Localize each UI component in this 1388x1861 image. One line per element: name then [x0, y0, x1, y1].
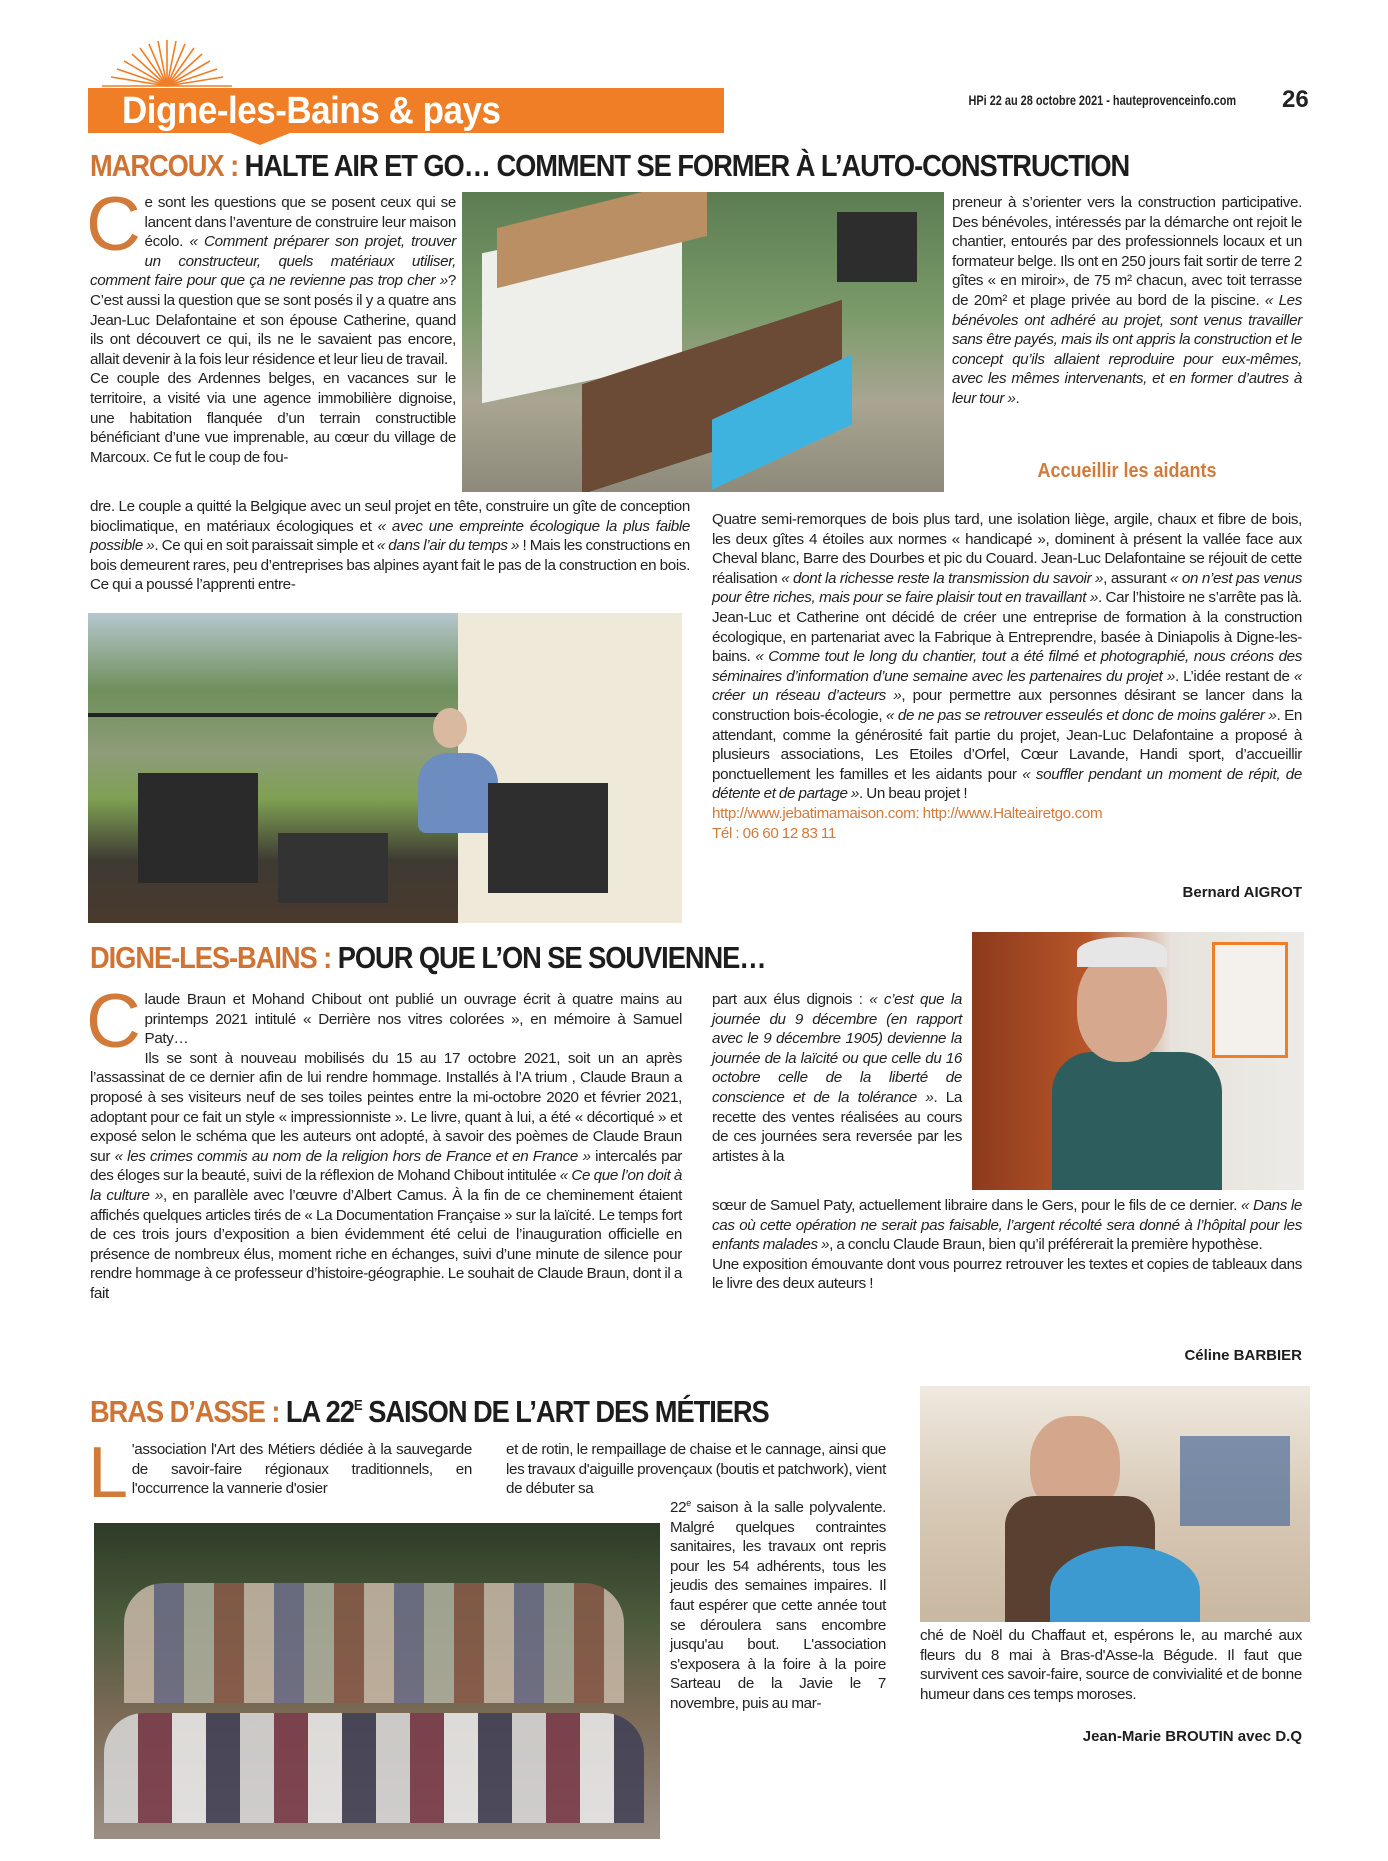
- article3-col2: [506, 1440, 886, 1499]
- text: . En attendant, comme la générosité fait partie du projet, Jean-Luc Delafontaine a proposé à plusieurs associations, Les Etoiles d’Orfel, Cœur Lavande, Handi sport, d’accueillir ponctuellement les familles et les aidants pour: [712, 706, 1302, 783]
- quote: « Les bénévoles ont adhéré au projet, sont venus travailler sans être payés, mais ils ont appris la construction et le concept qu’ils allaient reproduire pour eux-mêmes, avec les mêmes intervenants, et en former d’autres à leur tour »: [952, 291, 1303, 407]
- phone-number: Tél : 06 60 12 83 11: [712, 824, 836, 842]
- text: sœur de Samuel Paty, actuellement libraire dans le Gers, pour le fils de ce dernier.: [712, 1197, 1241, 1214]
- sup: e: [686, 1497, 691, 1508]
- article2-col-left: [86, 979, 683, 1304]
- text: ? C’est aussi la question que se sont posés il y a quatre ans Jean-Luc Delafontaine et son épouse Catherine, quand ils ont découvert ce qui, ils ne le savaient pas encore, allait devenir à la fois leur résidence et leur lieu de travail.: [90, 272, 456, 368]
- text: 22: [670, 1499, 687, 1516]
- text: part aux élus dignois :: [712, 991, 870, 1008]
- article2-col-wide: [712, 1196, 1302, 1294]
- quote: « de ne pas se retrouver esseulés et donc de moins galérer »: [886, 706, 1277, 724]
- text: . Ce qui en soit paraissait simple et: [154, 537, 377, 555]
- dropcap: L: [88, 1433, 128, 1513]
- quote: « avec une empreinte écologique la plus faible possible »: [90, 517, 690, 555]
- quote: « les crimes commis au nom de la religion hors de France et en France »: [114, 1147, 591, 1165]
- title-part: SAISON DE L’ART DES MÉTIERS: [361, 1394, 769, 1429]
- text: preneur à s’orienter vers la construction participative. Des bénévoles, intéressés par la démarche ont rejoit le chantier, entourés par des professionnels locaux et un formateur belge. Ils ont en 250 jours fait sortir de terre 2 gîtes « en miroir», de 75 m² chacun, avec toit terrasse de 20m² et plage privée au bord de la piscine.: [952, 194, 1302, 309]
- paragraph: Ce couple des Ardennes belges, en vacances sur le territoire, a visité via une agence immobilière dignoise, une habitation flanquée d’un terrain constructible bénéficiant d’une vue imprenable, au cœur du village de Marcoux. Ce fut le coup de fou-: [90, 370, 456, 466]
- section-title: Digne-les-Bains & pays: [122, 90, 501, 132]
- article3-col1: [88, 1433, 472, 1513]
- text: . L’idée restant de: [1174, 667, 1294, 685]
- article2-author: Céline BARBIER: [1184, 1347, 1302, 1364]
- quote: « Comme tout le long du chantier, tout a été filmé et photographié, nous créons des séminaires d’information d’une semaine avec les partenaires du projet »: [712, 648, 1303, 685]
- text: Ils se sont à nouveau mobilisés du 15 au 17 octobre 2021, soit un an après l’assassinat de ce dernier afin de lui rendre hommage. Installés à l’A trium , Claude Braun a proposé à ses visiteurs neuf de ses toiles peintes entre la mi-octobre 2020 et février 2021, adoptant pour ce fait un style « impressionniste ». Le livre, quant à lui, a été « décortiqué » et exposé selon le schéma que les auteurs ont adopté, à savoir des poèmes de Claude Braun sur: [90, 1049, 682, 1165]
- quote: « souffler pendant un moment de répit, de détente et de partage »: [712, 765, 1302, 803]
- sunburst-logo-icon: [92, 36, 242, 88]
- article1-author: Bernard AIGROT: [1182, 884, 1302, 901]
- text: . La recette des ventes réalisées au cours de ces journées sera reversée par les artistes à la: [712, 1088, 962, 1165]
- issue-info: HPi 22 au 28 octobre 2021 - hauteprovenceinfo.com: [968, 92, 1236, 108]
- dropcap: C: [86, 182, 141, 267]
- article1-title: HALTE AIR ET GO… COMMENT SE FORMER À L’AUTO-CONSTRUCTION: [244, 148, 1130, 183]
- article3-col-right: [920, 1626, 1302, 1704]
- quote: « créer un réseau d’acteurs »: [712, 667, 1302, 705]
- article1-col-right: [712, 510, 1302, 843]
- title-sup: E: [353, 1397, 362, 1414]
- text: ! Mais les constructions en bois demeurent rares, peu d’entreprises bas alpines ayant fait le pas de la construction en bois. Ce qui a poussé l’apprenti entre-: [90, 537, 690, 594]
- text: Quatre semi-remorques de bois plus tard, une isolation liège, argile, chaux et fibre de bois, les deux gîtes 4 étoiles aux normes « handicapé », dominent à présent la vallée face aux Cheval blanc, Barre des Dourbes et pic du Couard. Jean-Luc Delafontaine se réjouit de cette réalisation: [712, 511, 1302, 587]
- text: .: [1015, 389, 1020, 407]
- text: e sont les questions que se posent ceux qui se lancent dans l’aventure de construire leur maison écolo.: [144, 194, 456, 251]
- quote: « on n’est pas venus pour être riches, mais pour se faire plaisir tout en travaillant »: [712, 569, 1302, 607]
- text: , a conclu Claude Braun, bien qu’il préférerait la première hypothèse.: [829, 1236, 1263, 1254]
- quote: « c’est que la journée du 9 décembre (en rapport avec le 9 décembre 1905) devienne la journée de la laïcité ou que celle du 16 octobre celle de la liberté de conscience et de la tolérance »: [712, 991, 962, 1106]
- text: , assurant: [1103, 569, 1171, 587]
- website-links[interactable]: http://www.jebatimamaison.com: http://www.Halteairetgo.com: [712, 804, 1103, 822]
- paragraph: 'association l'Art des Métiers dédiée à la sauvegarde de savoir-faire régionaux traditionnels, en l'occurrence la vannerie d'osier: [131, 1441, 472, 1498]
- article3-author: Jean-Marie BROUTIN avec D.Q: [1082, 1728, 1302, 1745]
- text: intercalés par des éloges sur la beauté, suivi de la réflexion de Mohand Chibout intitulée: [90, 1147, 682, 1185]
- article2-title: POUR QUE L’ON SE SOUVIENNE…: [337, 940, 766, 975]
- article3-col-narrow: [670, 1498, 886, 1714]
- paragraph: laude Braun et Mohand Chibout ont publié un ouvrage écrit à quatre mains au printemps 2021 intitulé « Derrière nos vitres colorées », en mémoire à Samuel Paty…: [144, 991, 682, 1048]
- house-aerial-photo: [462, 192, 944, 492]
- text: . Un beau projet !: [859, 785, 968, 803]
- claude-braun-photo: [972, 932, 1304, 1190]
- text: . Car l’histoire ne s’arrête pas là. Jean-Luc et Catherine ont décidé de créer une entreprise de formation à la construction écologique, en partenariat avec la Fabrique à Entreprendre, basée à Diniapolis à Digne-les-bains.: [712, 589, 1302, 666]
- text: , pour permettre aux personnes désirant se lancer dans la construction bois-écologie,: [712, 687, 1302, 724]
- article3-title: [286, 1394, 769, 1429]
- terrace-portrait-photo: [88, 613, 682, 923]
- title-part: LA 22: [285, 1394, 354, 1429]
- quote: « Dans le cas où cette opération ne serait pas faisable, l’argent récolté sera donné à l’hôpital pour les enfants malades »: [712, 1197, 1303, 1254]
- basket-weaving-photo: [920, 1386, 1310, 1622]
- quote: « Ce que l’on doit à la culture »: [90, 1167, 683, 1204]
- article2-headline: [90, 940, 765, 976]
- article2-col-mid: [712, 990, 962, 1166]
- article1-col1: [86, 182, 457, 467]
- article1-headline: [90, 148, 1129, 184]
- article3-location: BRAS D’ASSE :: [90, 1394, 280, 1429]
- group-photo: [94, 1523, 660, 1839]
- article1-location: MARCOUX :: [90, 148, 239, 183]
- article1-col3: [952, 193, 1302, 409]
- paragraph: Une exposition émouvante dont vous pourrez retrouver les textes et copies de tableaux dans le livre des deux auteurs !: [712, 1255, 1302, 1293]
- article1-wide: [90, 497, 690, 595]
- subhead: Accueillir les aidants: [1037, 460, 1217, 482]
- quote: « dans l’air du temps »: [376, 537, 520, 555]
- banner-pointer: [230, 133, 290, 145]
- quote: « dont la richesse reste la transmission du savoir »: [781, 569, 1104, 587]
- quote: « Comment préparer son projet, trouver un constructeur, quels matériaux utiliser, comment faire pour que ça ne revienne pas trop cher »: [90, 233, 457, 290]
- text: , en parallèle avec l’œuvre d’Albert Camus. À la fin de ce cheminement étaient affichés quelques articles tirés de « La Documentation Française » sur la laïcité. Le temps fort de ces trois jours d’exposition a bien évidemment été celui de l’inauguration officielle en présence de nombreux élus, moment riche en échanges, suivi d’une minute de silence pour rendre hommage à ce professeur d’histoire-géographie. Le souhait de Claude Braun, dont il a fait: [90, 1186, 683, 1302]
- text: dre. Le couple a quitté la Belgique avec un seul projet en tête, construire un gîte de conception bioclimatique, en matériaux écologiques et: [90, 498, 690, 535]
- paragraph: ché de Noël du Chaffaut et, espérons le, au marché aux fleurs du 8 mai à Bras-d'Asse-la Bégude. Il faut que survivent ces savoir-faire, source de convivialité et de bonne humeur dans ces temps moroses.: [920, 1627, 1302, 1703]
- article2-location: DIGNE-LES-BAINS :: [90, 940, 332, 975]
- article3-headline: [90, 1394, 769, 1430]
- dropcap: C: [86, 979, 141, 1064]
- text: saison à la salle polyvalente. Malgré quelques contraintes sanitaires, les travaux ont repris pour les 54 adhérents, tous les jeudis des semaines impaires. Il faut espérer que cette année tout se déroulera sans encombre jusqu'au bout. L'association s'exposera à la foire à la poire Sarteau de la Javie le 7 novembre, puis au mar-: [670, 1499, 886, 1712]
- page-number: 26: [1282, 86, 1309, 113]
- paragraph: et de rotin, le rempaillage de chaise et le cannage, ainsi que les travaux d'aiguille provençaux (boutis et patchwork), vient de débuter sa: [506, 1441, 886, 1498]
